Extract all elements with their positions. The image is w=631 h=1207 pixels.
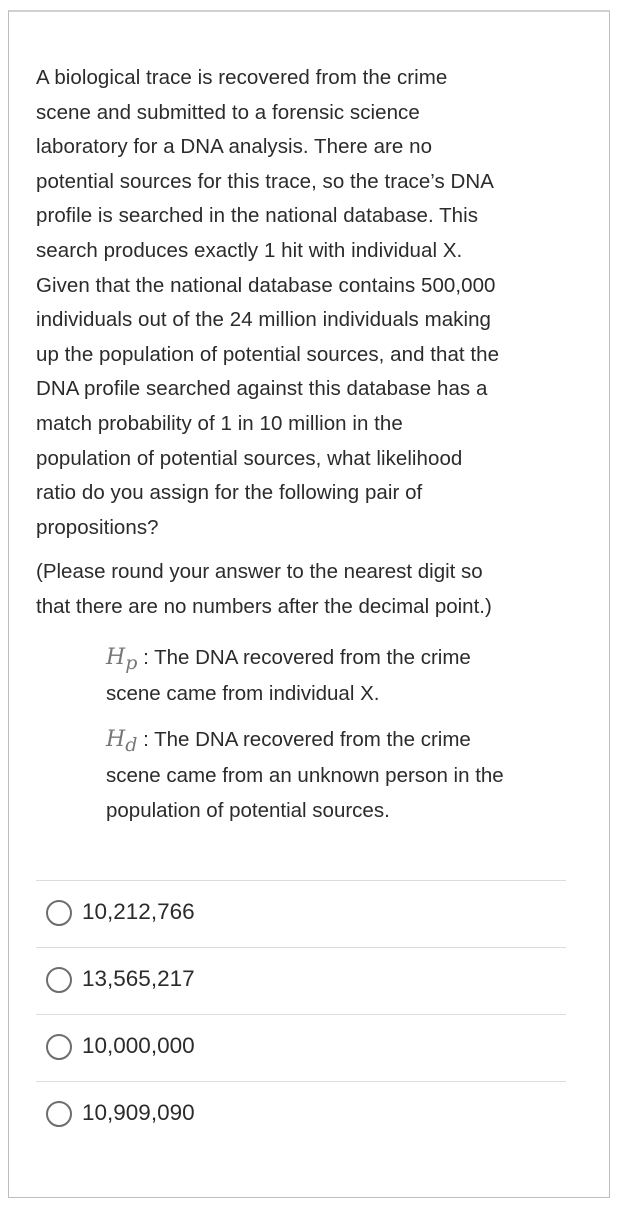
question-line: DNA profile searched against this database has a [36, 377, 488, 401]
question-line: laboratory for a DNA analysis. There are no [36, 135, 433, 159]
question-line: ratio do you assign for the following pair of [36, 481, 423, 505]
hp-symbol: Hp [106, 645, 138, 674]
answer-options [36, 880, 566, 1148]
hp-separator: : [143, 646, 149, 669]
question-line: potential sources for this trace, so the trace’s DNA [36, 169, 494, 193]
question-line: Given that the national database contains 500,000 [36, 273, 496, 297]
radio-button[interactable] [46, 967, 72, 993]
radio-button[interactable] [46, 900, 72, 926]
hd-text-line1: The DNA recovered from the crime [154, 728, 471, 751]
question-line: A biological trace is recovered from the crime [36, 66, 448, 89]
answer-option-label[interactable]: 10,909,090 [82, 1100, 195, 1125]
hp-text-line2: scene came from individual X. [106, 682, 380, 705]
rounding-note [36, 555, 576, 624]
answer-option-label[interactable]: 10,212,766 [82, 899, 195, 924]
proposition-hd [106, 722, 576, 828]
radio-button[interactable] [46, 1101, 72, 1127]
hd-text-line3: population of potential sources. [106, 799, 390, 822]
answer-option-label[interactable]: 13,565,217 [82, 966, 195, 991]
note-line: (Please round your answer to the nearest digit so [36, 560, 483, 583]
question-line: individuals out of the 24 million individuals making [36, 308, 491, 332]
hd-symbol: Hd [106, 727, 138, 756]
question-line: match probability of 1 in 10 million in the [36, 411, 403, 435]
radio-button[interactable] [46, 1034, 72, 1060]
question-line: scene and submitted to a forensic science [36, 100, 420, 124]
question-line: profile is searched in the national database. This [36, 204, 479, 228]
question-line: propositions? [36, 515, 159, 539]
hp-text-line1: The DNA recovered from the crime [154, 646, 471, 669]
answer-option[interactable] [36, 880, 566, 947]
hd-text-line2: scene came from an unknown person in the [106, 764, 504, 787]
question-line: population of potential sources, what likelihood [36, 446, 463, 470]
question-line: search produces exactly 1 hit with individual X. [36, 238, 463, 262]
question-line: up the population of potential sources, and that the [36, 342, 500, 366]
question-text [36, 61, 576, 545]
note-line: that there are no numbers after the decimal point.) [36, 594, 492, 618]
answer-option[interactable] [36, 1081, 566, 1148]
proposition-hp [106, 640, 576, 711]
answer-option[interactable] [36, 1014, 566, 1081]
answer-option-label[interactable]: 10,000,000 [82, 1033, 195, 1058]
hd-separator: : [143, 728, 149, 751]
answer-option[interactable] [36, 947, 566, 1014]
